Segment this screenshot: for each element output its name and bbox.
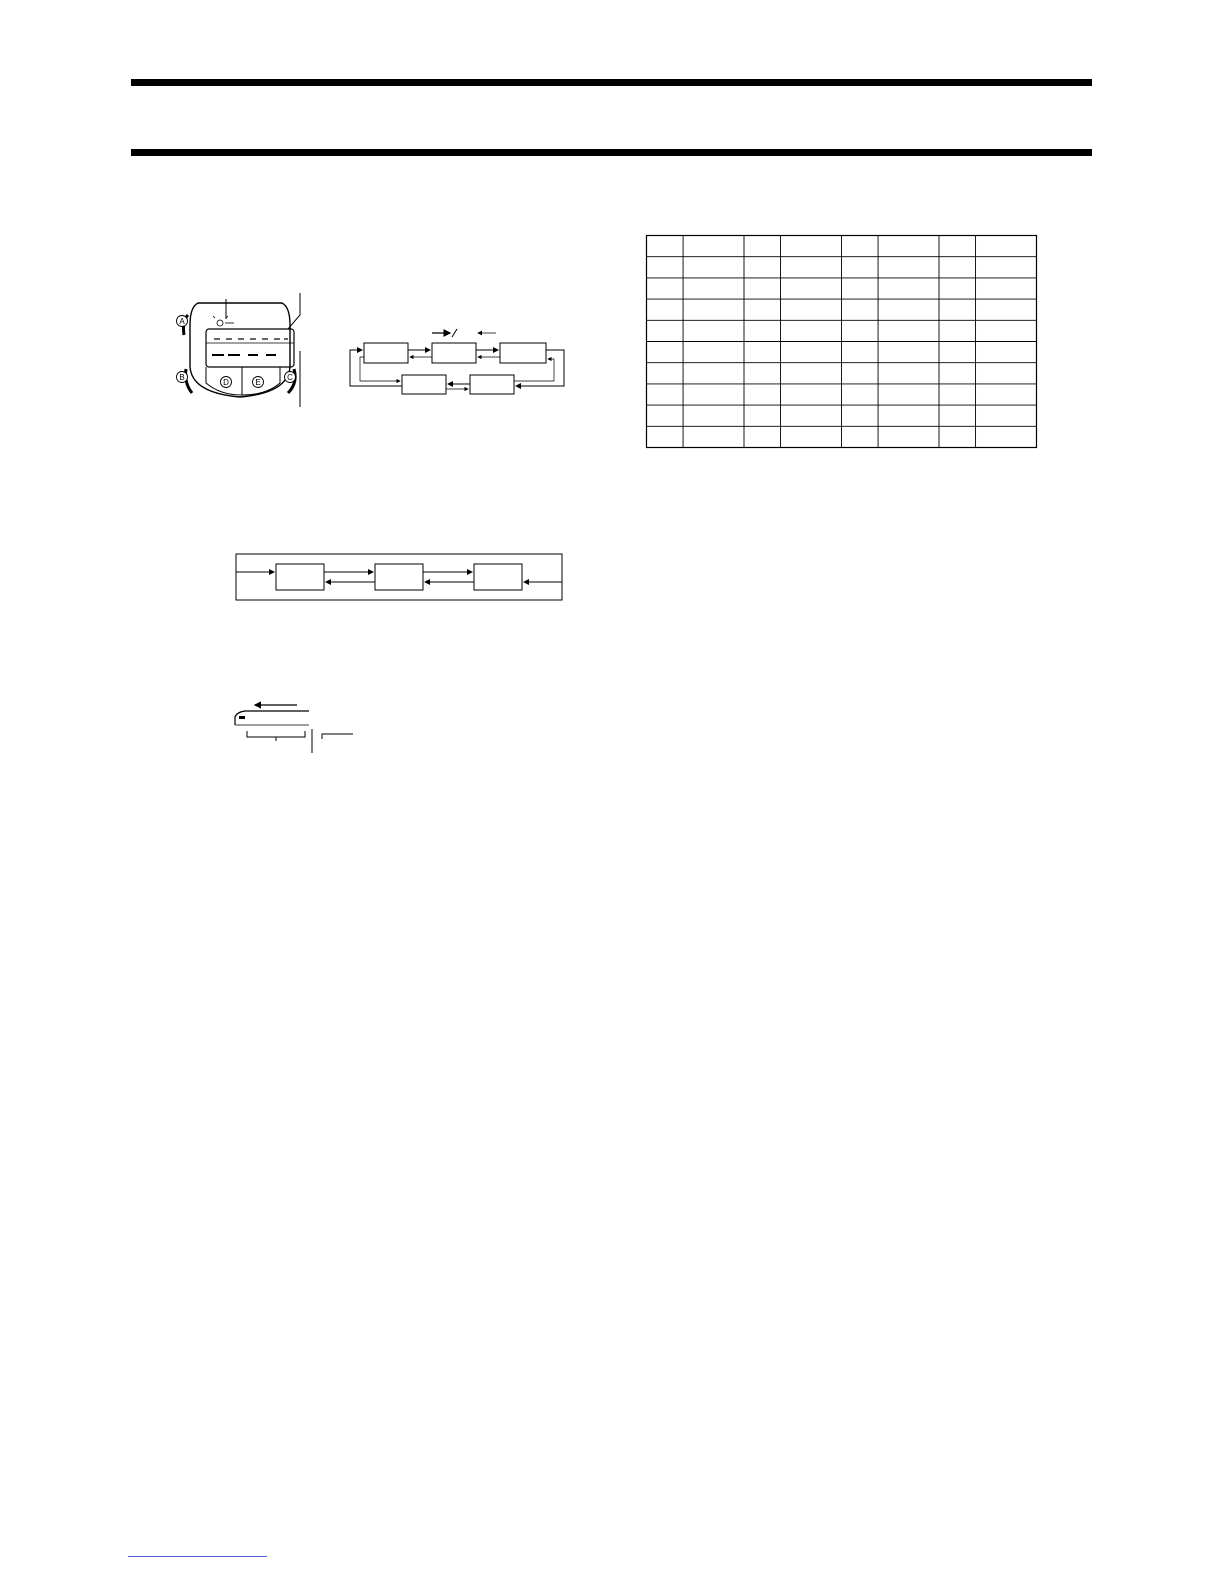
mode-box-1 bbox=[364, 343, 408, 363]
watch-face-diagram bbox=[170, 285, 330, 415]
display-fragment-diagram bbox=[225, 695, 365, 760]
button-e bbox=[253, 377, 264, 388]
setting-box-1 bbox=[276, 564, 324, 590]
legend-slash bbox=[452, 329, 457, 337]
sparkle-icon bbox=[213, 316, 234, 326]
svg-text:A: A bbox=[179, 317, 185, 326]
header-rule-top bbox=[131, 79, 1092, 86]
svg-text:C: C bbox=[287, 373, 293, 382]
footnote-rule bbox=[128, 1556, 267, 1557]
bracket bbox=[247, 731, 305, 737]
mode-box-2 bbox=[432, 343, 476, 363]
svg-text:D: D bbox=[223, 378, 229, 387]
setting-flow-diagram bbox=[230, 548, 570, 604]
display-edge bbox=[235, 711, 309, 725]
mode-box-4 bbox=[402, 375, 446, 394]
data-table bbox=[645, 234, 1039, 450]
mode-box-5 bbox=[470, 375, 514, 394]
watch-case bbox=[190, 303, 290, 397]
mode-box-3 bbox=[500, 343, 546, 363]
svg-text:B: B bbox=[179, 373, 185, 382]
header-rule-bottom bbox=[131, 149, 1092, 156]
button-c bbox=[285, 372, 296, 383]
svg-text:E: E bbox=[255, 378, 261, 387]
watch-display bbox=[206, 329, 294, 367]
button-a bbox=[177, 316, 188, 327]
button-d bbox=[221, 377, 232, 388]
button-b bbox=[177, 372, 188, 383]
mode-flow-diagram bbox=[340, 325, 580, 400]
setting-box-2 bbox=[375, 564, 423, 590]
setting-box-3 bbox=[474, 564, 522, 590]
